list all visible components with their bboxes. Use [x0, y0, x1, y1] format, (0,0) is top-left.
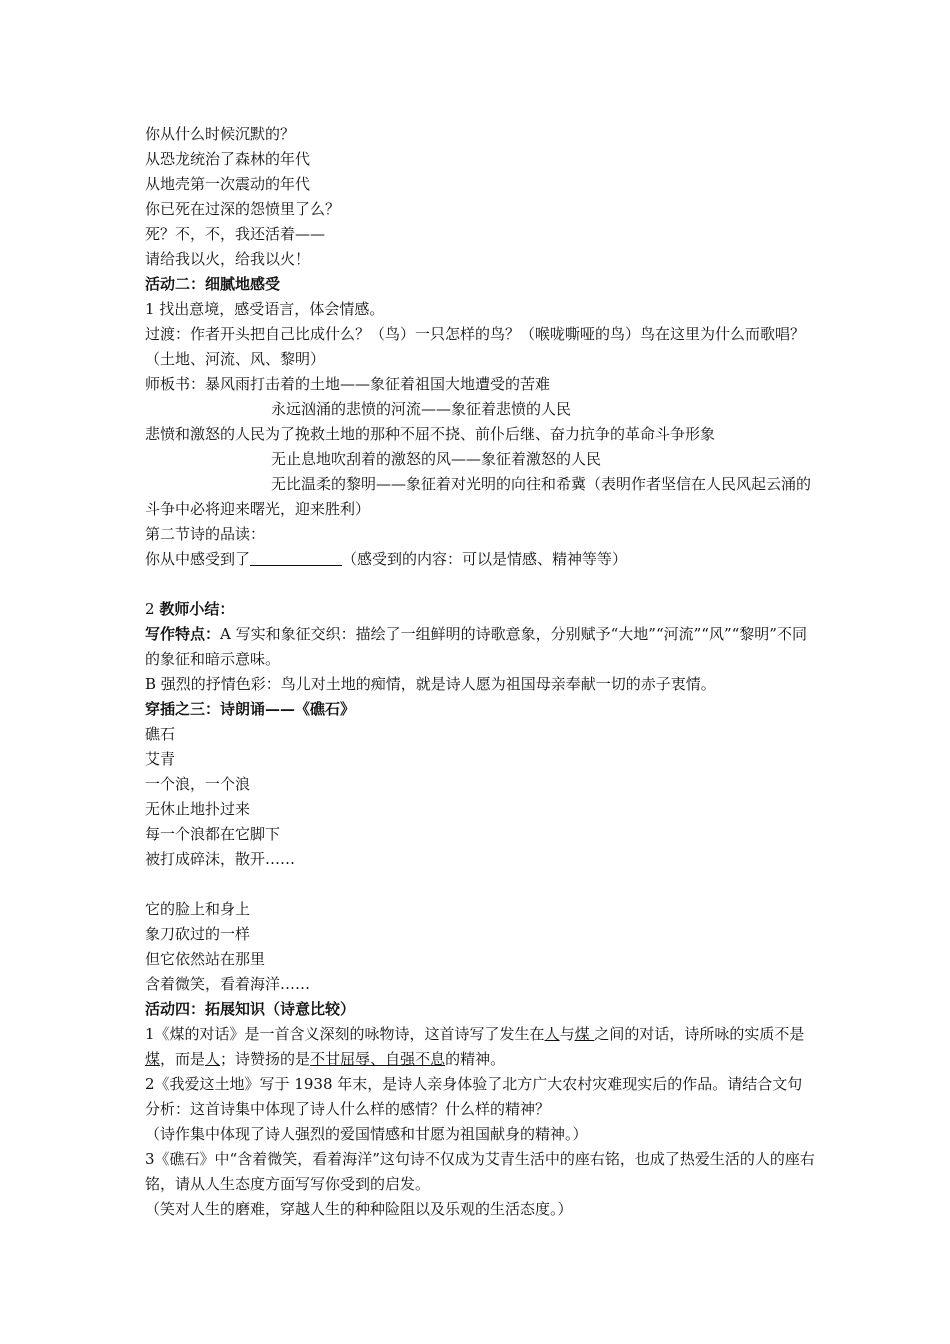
q1-answer: 煤: [574, 1025, 595, 1043]
q1-text: ，而是: [160, 1050, 206, 1068]
q1-answer: 不甘屈辱、自强不息: [310, 1050, 446, 1068]
activity4-q1: [145, 1022, 815, 1072]
board-line-5: 无比温柔的黎明——象征着对光明的向往和希冀（表明作者坚信在人民风起云涌的斗争中必将迎来曙光，迎来胜利）: [145, 475, 812, 518]
q1-text: 1《煤的对话》是一首含义深刻的咏物诗，这首诗写了发生在: [145, 1025, 545, 1043]
activity4-a3: （笑对人生的磨难，穿越人生的种种险阻以及乐观的生活态度。）: [145, 1200, 573, 1218]
summary-title: 教师小结：: [159, 600, 235, 618]
board-line-2: 永远汹涌的悲愤的河流——象征着悲愤的人民: [271, 400, 572, 418]
section2-label: 第二节诗的品读：: [145, 525, 266, 543]
poem-author: 艾青: [145, 750, 176, 768]
poem-line: 从恐龙统治了森林的年代: [145, 150, 311, 168]
activity4-a2: （诗作集中体现了诗人强烈的爱国情感和甘愿为祖国献身的精神。）: [145, 1125, 588, 1143]
poem-line: 象刀砍过的一样: [145, 925, 251, 943]
feel-question: [145, 547, 815, 572]
feature-a: [145, 622, 815, 672]
activity2-heading: 活动二：细腻地感受: [145, 275, 281, 293]
poem-line: 含着微笑，看着海洋……: [145, 975, 311, 993]
feel-suffix: （感受到的内容：可以是情感、精神等等）: [342, 550, 628, 568]
poem-line: 每一个浪都在它脚下: [145, 825, 281, 843]
feature-b: B 强烈的抒情色彩：鸟儿对土地的痴情，就是诗人愿为祖国母亲奉献一切的赤子衷情。: [145, 675, 716, 693]
insert3-heading: 穿插之三：诗朗诵——《礁石》: [145, 700, 356, 718]
fill-in-blank[interactable]: [250, 549, 342, 566]
activity2-transition: 过渡：作者开头把自己比成什么？（鸟）一只怎样的鸟？（喉咙嘶哑的鸟）鸟在这里为什么而歌唱？（土地、河流、风、黎明）: [145, 325, 806, 368]
poem-line: 死？不，不，我还活着——: [145, 225, 326, 243]
feature-a-text: A 写实和象征交织：描绘了一组鲜明的诗歌意象，分别赋予“大地”“河流”“风”“黎明”不同的象征和暗示意味。: [145, 625, 807, 668]
poem-line: 请给我以火，给我以火！: [145, 250, 311, 268]
q1-text: 的精神。: [445, 1050, 506, 1068]
summary-number: 2: [145, 600, 160, 618]
q1-text: 之间的对话，诗所咏的实质不是: [594, 1025, 805, 1043]
board-line-4: 无止息地吹刮着的激怒的风——象征着激怒的人民: [271, 450, 602, 468]
poem-line: 它的脸上和身上: [145, 900, 251, 918]
q1-answer: 人: [544, 1025, 560, 1043]
poem-line: 但它依然站在那里: [145, 950, 266, 968]
poem-line: 被打成碎沫，散开……: [145, 850, 296, 868]
board-line-3: 悲愤和激怒的人民为了挽救土地的那种不屈不挠、前仆后继、奋力抗争的革命斗争形象: [145, 425, 716, 443]
q1-text: 与: [559, 1025, 575, 1043]
poem-line: 从地壳第一次震动的年代: [145, 175, 311, 193]
poem-line: 你已死在过深的怨愤里了么？: [145, 200, 341, 218]
poem-line: 你从什么时候沉默的？: [145, 125, 296, 143]
activity4-q3: 3《礁石》中“含着微笑，看着海洋”这句诗不仅成为艾青生活中的座右铭，也成了热爱生活的人的座右铭，请从人生态度方面写写你受到的启发。: [145, 1150, 815, 1193]
poem-title: 礁石: [145, 725, 176, 743]
feature-label: 写作特点：: [145, 625, 221, 643]
activity2-item1: 1 找出意境，感受语言，体会情感。: [145, 300, 385, 318]
activity4-heading: 活动四：拓展知识（诗意比较）: [145, 1000, 356, 1018]
q1-text: ；诗赞扬的是: [220, 1050, 311, 1068]
document-page: [145, 122, 815, 1222]
q1-answer: 煤: [145, 1050, 161, 1068]
board-line-1: 师板书：暴风雨打击着的土地——象征着祖国大地遭受的苦难: [145, 375, 551, 393]
activity4-q2: 2《我爱这土地》写于 1938 年末，是诗人亲身体验了北方广大农村灾难现实后的作品。请结合文句分析：这首诗集中体现了诗人什么样的感情？什么样的精神？: [145, 1075, 803, 1118]
poem-line: 无休止地扑过来: [145, 800, 251, 818]
q1-answer: 人: [205, 1050, 221, 1068]
feel-prefix: 你从中感受到了: [145, 550, 251, 568]
poem-line: 一个浪，一个浪: [145, 775, 251, 793]
summary-heading: [145, 597, 815, 622]
